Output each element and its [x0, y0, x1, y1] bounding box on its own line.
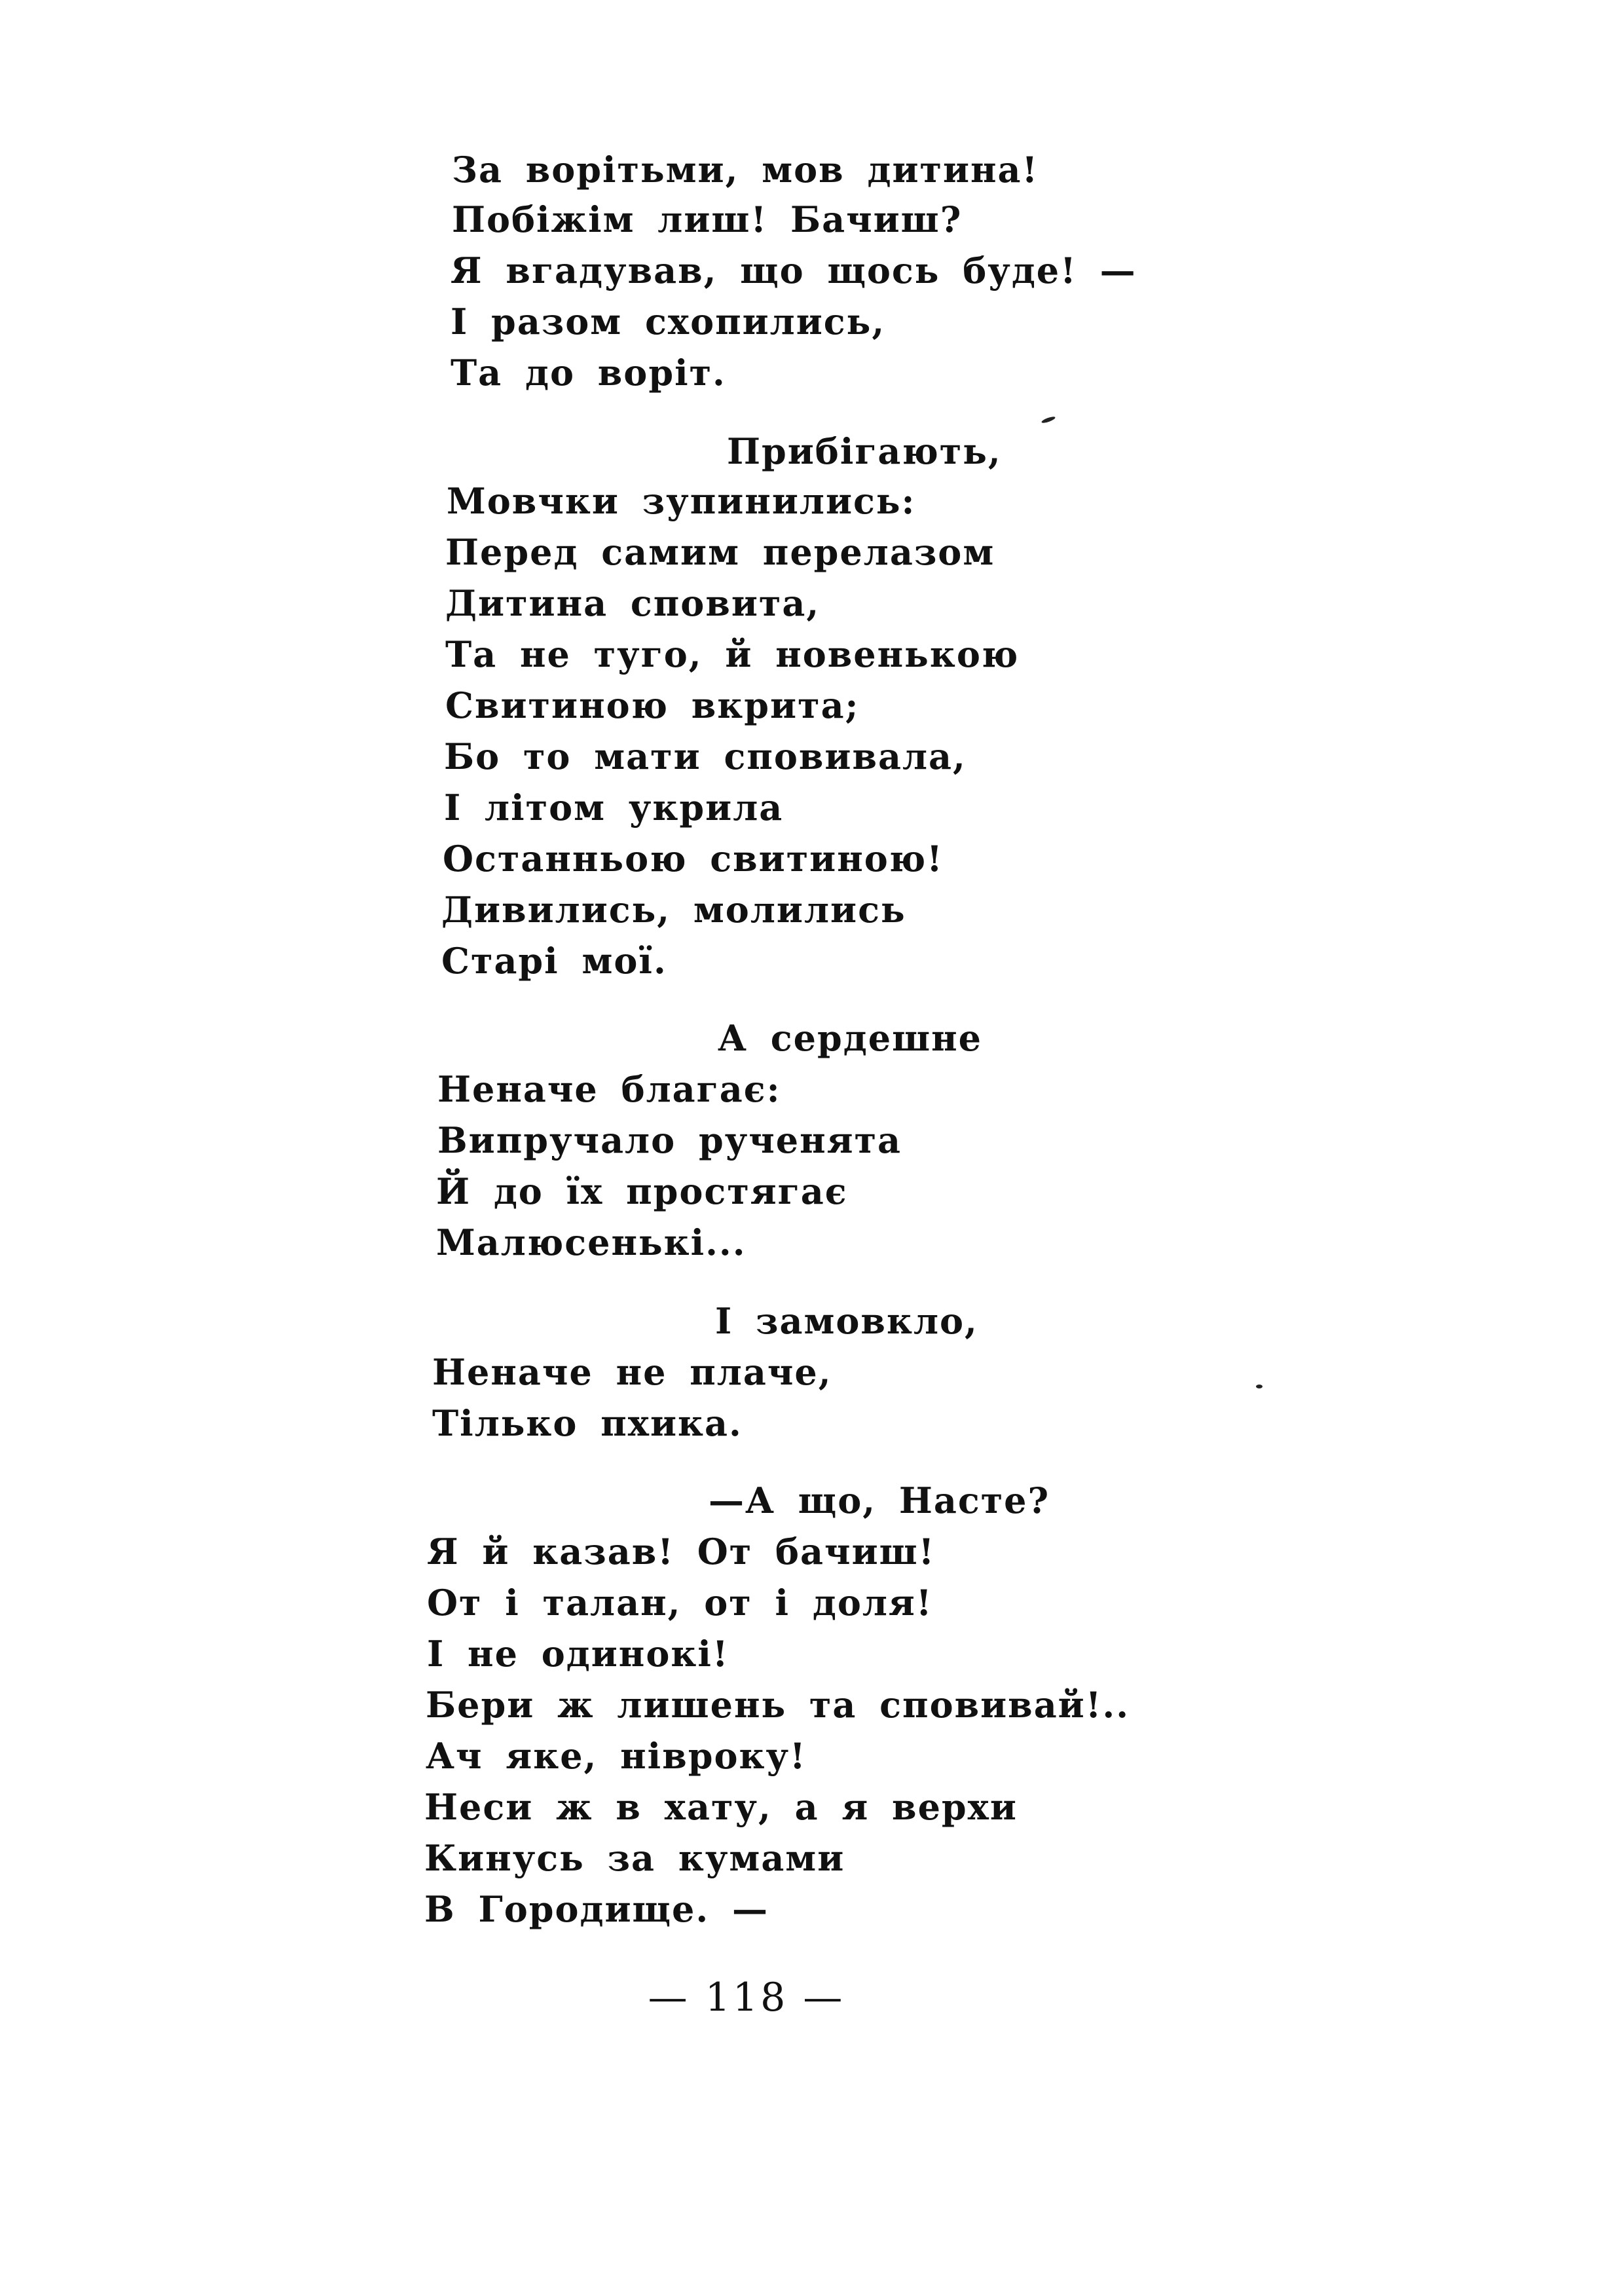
poem-line: Неси ж в хату, а я верхи: [424, 1786, 1018, 1828]
poem-line: І літом укрила: [444, 787, 784, 828]
poem-line: От і талан, от і доля!: [427, 1582, 933, 1624]
poem-line: І не одинокі!: [427, 1633, 729, 1675]
poem-line: Неначе не плаче,: [432, 1351, 832, 1393]
poem-line: Я вгадував, що щось буде! —: [451, 250, 1137, 291]
poem-line: За ворітьми, мов дитина!: [452, 149, 1039, 191]
poem-line: Прибігають,: [727, 430, 1002, 472]
poem-line: І разом схопились,: [451, 301, 886, 343]
scan-speck: [1041, 415, 1056, 424]
poem-line: Дивились, молились: [441, 889, 906, 931]
poem-line: Перед самим перелазом: [445, 531, 995, 573]
poem-line: Бери ж лишень та сповивай!..: [426, 1684, 1130, 1726]
poem-line: Ач яке, нівроку!: [426, 1735, 807, 1777]
page-number: — 118 —: [648, 1975, 845, 2020]
poem-line: Бо то мати сповивала,: [444, 735, 967, 777]
poem-line: Випручало рученята: [437, 1119, 902, 1161]
poem-line: Й до їх простягає: [436, 1170, 848, 1212]
poem-line: Старі мої.: [441, 940, 667, 982]
poem-line: —А що, Насте?: [709, 1479, 1050, 1521]
poem-line: Та до воріт.: [451, 352, 726, 394]
poem-line: Та не туго, й новенькою: [445, 633, 1020, 675]
poem-line: Я й казав! От бачиш!: [427, 1531, 936, 1573]
poem-line: Останньою свитиною!: [443, 838, 944, 880]
poem-line: В Городище. —: [424, 1888, 769, 1930]
poem-line: Тілько пхика.: [432, 1402, 743, 1444]
poem-line: Мовчки зупинились:: [447, 480, 916, 522]
poem-line: Кинусь за кумами: [424, 1837, 845, 1879]
poem-line: Малюсенькі...: [436, 1221, 747, 1263]
poem-line: Свитиною вкрита;: [445, 684, 860, 726]
poem-line: Неначе благає:: [437, 1068, 781, 1110]
poem-line: А сердешне: [718, 1017, 983, 1059]
poem-line: Дитина сповита,: [445, 582, 821, 624]
scan-speck: [1256, 1385, 1263, 1388]
poem-line: І замовкло,: [715, 1300, 978, 1342]
poem-line: Побіжім лиш! Бачиш?: [452, 198, 963, 240]
